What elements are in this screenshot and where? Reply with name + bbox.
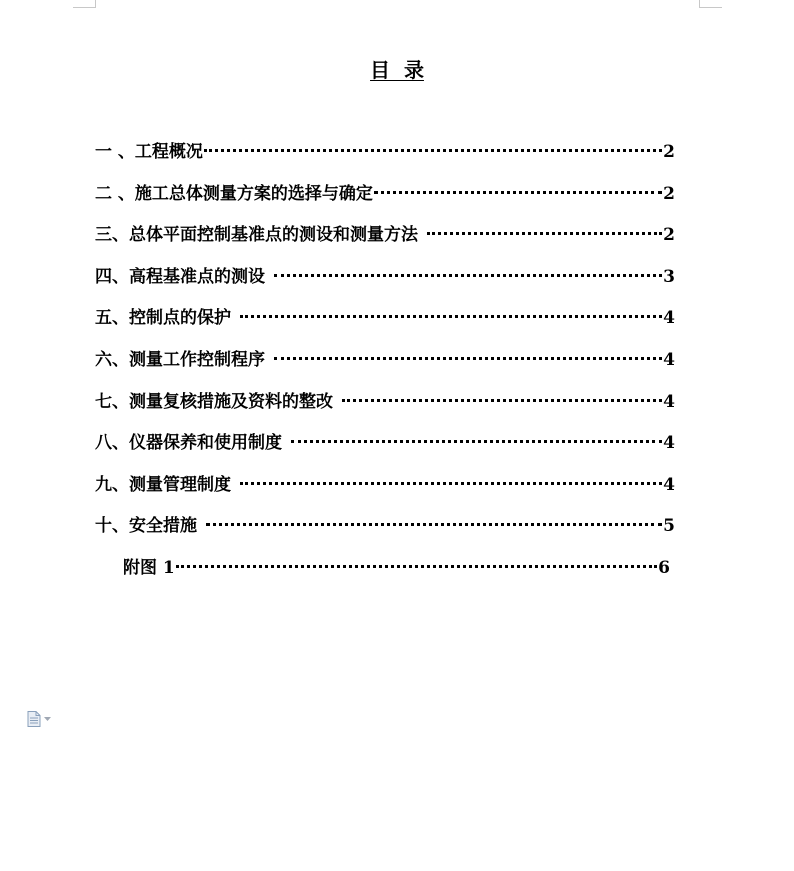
toc-page-number: 2 xyxy=(663,142,675,162)
toc-dot-leader xyxy=(206,523,662,526)
toc-dot-leader xyxy=(176,565,657,568)
document-icon xyxy=(27,711,41,727)
toc-entry-label: 五、控制点的保护 xyxy=(95,308,231,329)
toc-entry[interactable] xyxy=(95,388,675,430)
toc-dot-leader xyxy=(374,191,662,194)
toc-dot-leader xyxy=(274,274,662,277)
toc-page-number: 4 xyxy=(663,474,675,495)
toc-entry[interactable] xyxy=(95,221,675,263)
toc-entry[interactable] xyxy=(95,429,675,471)
toc-entry-label: 三、总体平面控制基准点的测设和测量方法 xyxy=(95,225,418,246)
toc-entry-label: 八、仪器保养和使用制度 xyxy=(95,433,282,454)
toc-page-number: 5 xyxy=(663,516,675,537)
toc-entry[interactable] xyxy=(95,512,675,554)
toc-entry-label: 六、测量工作控制程序 xyxy=(95,349,265,370)
toc-title-text: 目 录 xyxy=(370,58,424,82)
toc-entry[interactable] xyxy=(95,304,675,346)
toc-entry-appendix[interactable] xyxy=(95,554,670,596)
toc-title xyxy=(0,56,794,84)
toc-page-number: 4 xyxy=(663,391,675,412)
toc-dot-leader xyxy=(427,232,662,235)
toc-page-number: 6 xyxy=(658,557,670,578)
toc-entry-label: 四、高程基准点的测设 xyxy=(95,266,265,287)
toc-page-number: 2 xyxy=(663,225,675,246)
toc-dot-leader xyxy=(274,357,662,360)
toc-entry-label: 二 、施工总体测量方案的选择与确定 xyxy=(95,183,373,204)
toc-page-number: 4 xyxy=(663,433,675,454)
toc-page-number: 3 xyxy=(663,266,675,287)
toc-dot-leader xyxy=(240,482,662,485)
page-corner-mark-right xyxy=(699,0,722,8)
toc-dot-leader xyxy=(204,149,662,152)
page-corner-mark-left xyxy=(73,0,96,8)
chevron-down-icon xyxy=(44,717,51,721)
toc-entry[interactable] xyxy=(95,346,675,388)
toc-entry[interactable] xyxy=(95,471,675,513)
toc-entry-label: 九、测量管理制度 xyxy=(95,474,231,495)
toc-dot-leader xyxy=(291,440,662,443)
toc-entry-label: 十、安全措施 xyxy=(95,516,197,537)
toc-entry[interactable] xyxy=(95,263,675,305)
toc-entry-label: 一 、工程概况 xyxy=(95,142,203,162)
toc-page-number: 4 xyxy=(663,308,675,329)
toc-entry-label: 附图 1 xyxy=(123,557,175,578)
toc-list xyxy=(95,138,675,596)
toc-page-number: 2 xyxy=(663,183,675,204)
paste-options-icon[interactable] xyxy=(27,711,55,727)
toc-entry-label: 七、测量复核措施及资料的整改 xyxy=(95,391,333,412)
toc-dot-leader xyxy=(240,315,662,318)
toc-page-number: 4 xyxy=(663,349,675,370)
toc-dot-leader xyxy=(342,399,662,402)
toc-entry[interactable] xyxy=(95,138,675,180)
toc-entry[interactable] xyxy=(95,180,675,222)
